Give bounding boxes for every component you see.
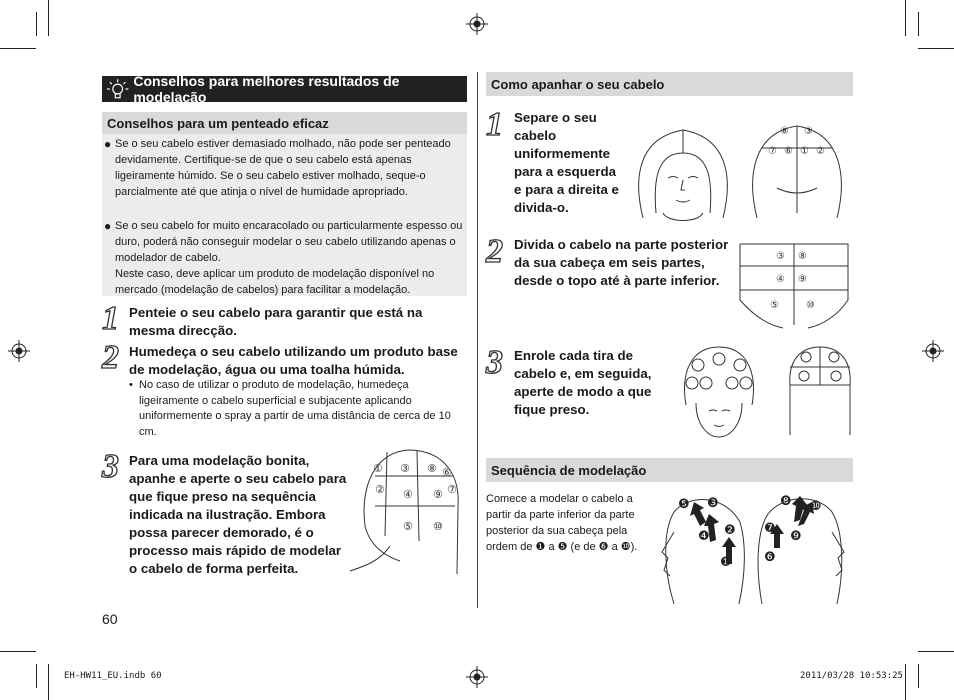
column-divider <box>477 72 478 608</box>
section-label: ⑨ <box>798 274 807 285</box>
sequence-label: ❸ <box>707 496 719 511</box>
sequence-label: ❷ <box>724 523 736 538</box>
step-text: Enrole cada tira de cabelo e, em seguida, aperte de modo a que fique preso. <box>514 348 652 417</box>
tip-item: ● Se o seu cabelo estiver demasiado molhado, não pode ser penteado devidamente. Certifique-se de que o seu cabelo está apenas ligeiramente húmido. Se o seu cabelo estiver molhado, seque-o parcialmente até que atinja o nível de humidade apropriado. <box>104 137 451 198</box>
section-title-text: Conselhos para melhores resultados de modelação <box>133 73 400 105</box>
step-text: Para uma modelação bonita, apanhe e aperte o seu cabelo para que fique preso na sequência indicada na ilustração. Embora possa parecer demorado, é o processo mais rápido de modelar o cabelo de forma perfeita. <box>129 453 347 576</box>
section-label: ② <box>816 146 825 157</box>
crop-mark <box>0 48 36 49</box>
registration-mark-icon <box>466 13 488 35</box>
crop-mark <box>48 0 49 36</box>
crop-mark <box>918 48 954 49</box>
section-header: Como apanhar o seu cabelo <box>486 72 853 96</box>
crop-mark <box>905 664 906 700</box>
bullet-icon: ● <box>104 219 112 233</box>
page-number: 60 <box>102 611 118 627</box>
head-back-sections-illustration <box>742 118 852 228</box>
section-label: ⑤ <box>770 300 779 311</box>
section-label: ⑨ <box>433 488 443 501</box>
step-number: 3 <box>102 448 119 485</box>
section-label: ③ <box>776 251 785 262</box>
step-number: 3 <box>486 344 503 381</box>
sequence-head-left-illustration <box>654 492 748 610</box>
section-title <box>102 73 467 105</box>
sequence-label: ❻ <box>764 550 776 565</box>
section-label: ⑩ <box>433 520 443 533</box>
section-label: ⑦ <box>768 146 777 157</box>
head-curls-back-illustration <box>786 345 854 441</box>
registration-mark-icon <box>466 666 488 688</box>
tip-item: ● Se o seu cabelo for muito encaracolado ou particularmente espesso ou duro, poderá não conseguir modelar o seu cabelo utilizando apenas o modelador de cabelo. Neste caso, deve aplicar um produto de modelação disponível no mercado (modelação de cabelos) para facilitar a modelação. <box>104 219 463 296</box>
section-label: ⑤ <box>403 520 413 533</box>
section-label: ④ <box>776 274 785 285</box>
bullet-icon: ● <box>104 137 112 151</box>
section-label: ③ <box>804 126 813 137</box>
sequence-label: ❼ <box>764 521 776 536</box>
sequence-label: ❹ <box>698 529 710 544</box>
crop-mark <box>918 12 919 36</box>
crop-mark <box>905 0 906 36</box>
footer-date: 2011/03/28 10:53:25 <box>800 671 903 681</box>
section-header: Sequência de modelação <box>486 458 853 482</box>
sequence-text: Comece a modelar o cabelo a partir da parte inferior da parte posterior da sua cabeça pela ordem de ❶ a ❺ (e de ❻ a ❿). <box>486 493 638 553</box>
lightbulb-icon <box>106 78 129 100</box>
crop-mark <box>918 651 954 652</box>
tips-header: Conselhos para um penteado eficaz <box>102 112 467 134</box>
step-number: 1 <box>486 106 503 143</box>
sequence-label: ❽ <box>780 494 792 509</box>
bullet-icon: • <box>129 379 133 391</box>
section-label: ③ <box>400 462 410 475</box>
section-label: ⑧ <box>427 462 437 475</box>
section-label: ④ <box>403 488 413 501</box>
crop-mark <box>36 12 37 36</box>
section-label: ② <box>375 483 385 496</box>
sequence-label: ❾ <box>790 529 802 544</box>
crop-mark <box>918 664 919 688</box>
section-label: ⑩ <box>806 300 815 311</box>
step-text: Separe o seu cabelo uniformemente para a esquerda e para a direita e divida-o. <box>514 110 619 215</box>
head-sections-illustration <box>345 446 465 576</box>
crop-mark <box>48 664 49 700</box>
sequence-head-right-illustration <box>752 492 852 610</box>
registration-mark-icon <box>922 340 944 362</box>
head-back-six-sections-illustration <box>738 240 850 330</box>
head-curls-front-illustration <box>678 345 760 445</box>
head-front-illustration <box>628 118 738 228</box>
step-text: Humedeça o seu cabelo utilizando um produto base de modelação, água ou uma toalha húmida. <box>129 344 458 377</box>
footer-file: EH-HW11_EU.indb 60 <box>64 671 162 681</box>
section-label: ⑧ <box>780 126 789 137</box>
section-label: ⑦ <box>447 483 457 496</box>
crop-mark <box>0 651 36 652</box>
section-label: ⑥ <box>442 466 452 479</box>
step-note: • No caso de utilizar o produto de modelação, humedeça ligeiramente o cabelo superficial e subjacente aplicando uniformemente o spray a partir de uma distância de cerca de 10 cm. <box>129 379 451 438</box>
section-label: ⑥ <box>784 146 793 157</box>
registration-mark-icon <box>8 340 30 362</box>
section-label: ① <box>373 462 383 475</box>
section-label: ⑧ <box>798 251 807 262</box>
sequence-label: ❺ <box>678 497 690 512</box>
sequence-label: ❶ <box>720 555 732 570</box>
step-text: Divida o cabelo na parte posterior da sua cabeça em seis partes, desde o topo até à parte inferior. <box>514 237 729 288</box>
step-number: 2 <box>102 339 119 376</box>
sequence-label: ❿ <box>810 499 822 514</box>
step-text: Penteie o seu cabelo para garantir que está na mesma direcção. <box>129 305 423 338</box>
section-label: ① <box>800 146 809 157</box>
step-number: 2 <box>486 233 503 270</box>
step-number: 1 <box>102 300 119 337</box>
crop-mark <box>36 664 37 688</box>
